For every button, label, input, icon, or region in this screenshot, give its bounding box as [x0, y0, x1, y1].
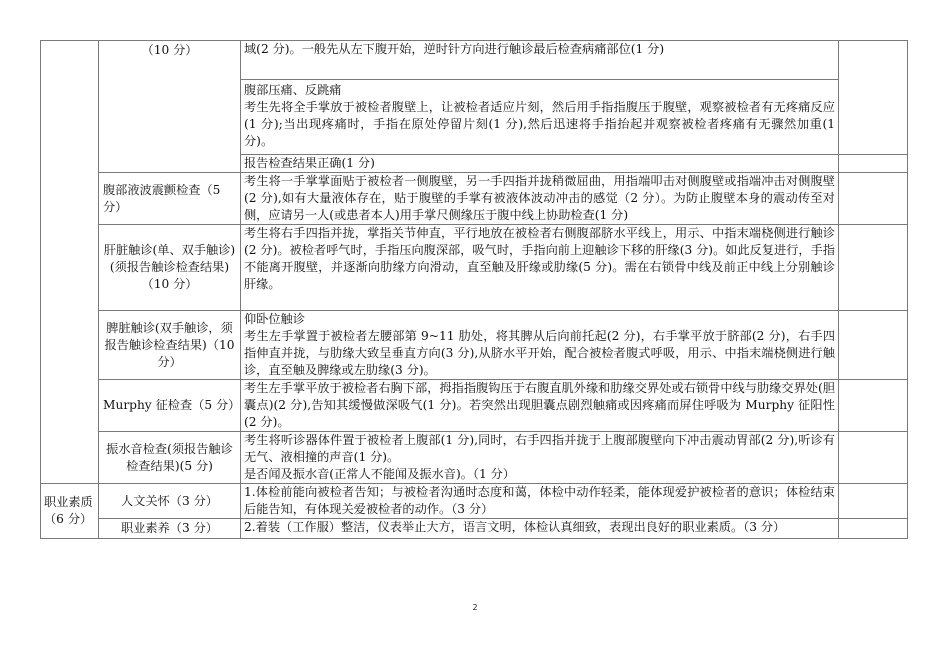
criterion-text: 是否闻及振水音(正常人不能闻及振水音)。（1 分）: [244, 467, 515, 481]
category-cell-empty: [41, 41, 99, 484]
table-row: [41, 432, 908, 484]
criterion-heading: 仰卧位触诊: [244, 312, 305, 326]
page-number: 2: [472, 603, 478, 612]
table-row: [41, 41, 908, 80]
scoring-table: [40, 40, 908, 539]
criterion-cell: 域(2 分)。一般先从左下腹开始，逆时针方向进行触诊最后检查病痛部位(1 分): [241, 41, 839, 80]
table-row: [41, 311, 908, 380]
criterion-cell: 报告检查结果正确(1 分): [241, 155, 839, 173]
criterion-cell: 考生将右手四指并拢，掌指关节伸直，平行地放在被检者右侧腹部脐水平线上，用示、中指末端桡侧进行触诊(2 分)。被检者呼气时，手指压向腹深部，吸气时，手指向前上迎触诊下移的肝缘(3 分)。如此反复进行，手指不能离开腹壁，并逐渐向肋缘方向滑动，直至触及肝缘或肋缘(5 分)。需在右锁骨中线及前正中线上分别触诊肝缘。: [241, 225, 839, 311]
criterion-cell: 1.体检前能向被检者告知；与被检者沟通时态度和蔼，体检中动作轻柔，能体现爱护被检者的意识；体检结束后能告知，有体现关爱被检者的动作。（3 分）: [241, 484, 839, 519]
category-cell-professional-quality: 职业素质（6 分）: [41, 484, 99, 539]
criterion-cell-spleen: [241, 311, 839, 380]
criterion-cell: 考生左手掌平放于被检者右胸下部，拇指指腹钩压于右腹直肌外缘和肋缘交界处或右锁骨中线与肋缘交界处(胆囊点)(2 分),告知其缓慢做深吸气(1 分)。若突然出现胆囊点剧烈触痛或因疼痛而屏住呼吸为 Murphy 征阳性(2 分)。: [241, 380, 839, 432]
table-row: [41, 380, 908, 432]
criterion-heading: 腹部压痛、反跳痛: [244, 83, 342, 97]
criterion-cell-succussion: [241, 432, 839, 484]
table-row: [41, 173, 908, 225]
table-row: [41, 484, 908, 519]
score-cell[interactable]: [839, 380, 908, 432]
criterion-cell: 考生将一手掌掌面贴于被检者一侧腹壁，另一手四指并拢稍微屈曲，用指端叩击对侧腹壁或指端冲击对侧腹壁(2 分),如有大量液体存在，贴于腹壁的手掌有被液体波动冲击的感觉（2 分）。为防止腹壁本身的震动传至对侧，应请另一人(或患者本人)用手掌尺侧缘压于腹中线上协助检查(1 分): [241, 173, 839, 225]
item-cell-abdominal-palpation: （10 分）: [99, 41, 241, 173]
criterion-text: 考生左手掌置于被检者左腰部第 9~11 肋处，将其脾从后向前托起(2 分)，右手掌平放于脐部(2 分)，右手四指伸直并拢，与肋缘大致呈垂直方向(3 分),从脐水平开始，配合被检者腹式呼吸，用示、中指末端桡侧进行触诊，直至触及脾缘或左肋缘(3 分)。: [244, 329, 835, 377]
criterion-text: 考生先将全手掌放于被检者腹壁上，让被检者适应片刻，然后用手指指腹压于腹壁，观察被检者有无疼痛反应(1 分);当出现疼痛时，手指在原处停留片刻(1 分),然后迅速将手指抬起并观察被检者疼痛有无骤然加重(1 分)。: [244, 100, 835, 148]
criterion-cell-tenderness: [241, 80, 839, 155]
item-cell-professionalism: 职业素养（3 分）: [99, 519, 241, 539]
score-cell[interactable]: [839, 311, 908, 380]
table-row: [41, 519, 908, 539]
criterion-cell: 2.着装（工作服）整洁，仪表举止大方，语言文明，体检认真细致，表现出良好的职业素质。（3 分）: [241, 519, 839, 539]
criterion-text: 考生将听诊器体件置于被检者上腹部(1 分),同时，右手四指并拢于上腹部腹壁向下冲击震动胃部(2 分),听诊有无气、液相撞的声音(1 分)。: [244, 433, 835, 464]
score-cell[interactable]: [839, 432, 908, 484]
score-cell[interactable]: [839, 155, 908, 173]
item-cell-humanistic-care: 人文关怀（3 分）: [99, 484, 241, 519]
score-cell[interactable]: [839, 519, 908, 539]
item-cell-fluid-wave: 腹部液波震颤检查（5 分）: [99, 173, 241, 225]
score-cell[interactable]: [839, 484, 908, 519]
item-cell-murphy-sign: Murphy 征检查（5 分）: [99, 380, 241, 432]
score-cell[interactable]: [839, 225, 908, 311]
table-row: [41, 225, 908, 311]
score-cell[interactable]: [839, 173, 908, 225]
item-cell-liver-palpation: 肝脏触诊(单、双手触诊)(须报告触诊检查结果)（10 分）: [99, 225, 241, 311]
item-cell-succussion-splash: 振水音检查(须报告触诊检查结果)(5 分): [99, 432, 241, 484]
score-cell[interactable]: [839, 41, 908, 155]
item-cell-spleen-palpation: 脾脏触诊(双手触诊，须报告触诊检查结果)（10 分）: [99, 311, 241, 380]
